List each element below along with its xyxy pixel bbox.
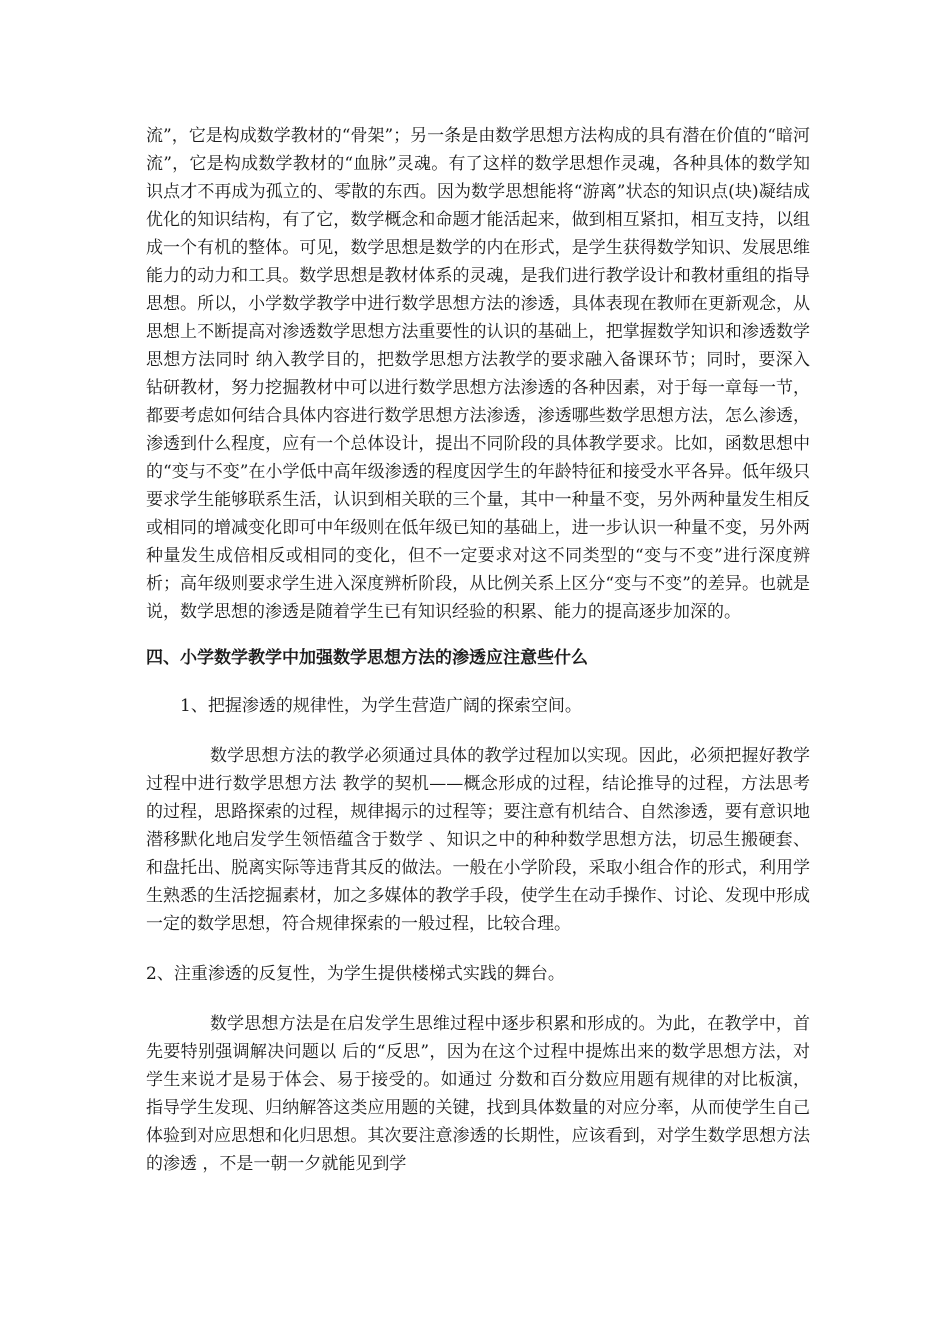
document-page bbox=[146, 122, 810, 1178]
body-paragraph: 流”，它是构成数学教材的“骨架”；另一条是由数学思想方法构成的具有潜在价值的“暗河流”，它是构成数学教材的“血脉”灵魂。有了这样的数学思想作灵魂，各种具体的数学知识点才不再成为孤立的、零散的东西。因为数学思想能将“游离”状态的知识点(块)凝结成优化的知识结构，有了它，数学概念和命题才能活起来，做到相互紧扣，相互支持，以组成一个有机的整体。可见，数学思想是数学的内在形式，是学生获得数学知识、发展思维能力的动力和工具。数学思想是教材体系的灵魂，是我们进行教学设计和教材重组的指导思想。所以，小学数学教学中进行数学思想方法的渗透，具体表现在教师在更新观念，从思想上不断提高对渗透数学思想方法重要性的认识的基础上，把掌握数学知识和渗透数学思想方法同时 纳入教学目的，把数学思想方法教学的要求融入备课环节；同时，要深入钻研教材，努力挖掘教材中可以进行数学思想方法渗透的各种因素，对于每一章每一节，都要考虑如何结合具体内容进行数学思想方法渗透，渗透哪些数学思想方法，怎么渗透，渗透到什么程度，应有一个总体设计，提出不同阶段的具体教学要求。比如，函数思想中的“变与不变”在小学低中高年级渗透的程度因学生的年龄特征和接受水平各异。低年级只要求学生能够联系生活，认识到相关联的三个量，其中一种量不变，另外两种量发生相反或相同的增减变化即可中年级则在低年级已知的基础上，进一步认识一种量不变，另外两种量发生成倍相反或相同的变化，但不一定要求对这不同类型的“变与不变”进行深度辨析；高年级则要求学生进入深度辨析阶段，从比例关系上区分“变与不变”的差异。也就是说，数学思想的渗透是随着学生已有知识经验的积累、能力的提高逐步加深的。 bbox=[146, 126, 810, 622]
subsection-title-2: 2、注重渗透的反复性，为学生提供楼梯式实践的舞台。 bbox=[146, 964, 565, 984]
subsection-title-1: 1、把握渗透的规律性，为学生营造广阔的探索空间。 bbox=[180, 696, 582, 716]
section-heading: 四、小学数学教学中加强数学思想方法的渗透应注意些什么 bbox=[146, 648, 588, 668]
subsection-body-1: 数学思想方法的教学必须通过具体的教学过程加以实现。因此，必须把握好教学过程中进行数学思想方法 教学的契机——概念形成的过程，结论推导的过程，方法思考的过程，思路探索的过程，规律揭示的过程等；要注意有机结合、自然渗透，要有意识地潜移默化地启发学生领悟蕴含于数学 、知识之中的种种数学思想方法，切忌生搬硬套、和盘托出、脱离实际等违背其反的做法。一般在小学阶段，采取小组合作的形式，利用学生熟悉的生活挖掘素材，加之多媒体的教学手段，使学生在动手操作、讨论、发现中形成一定的数学思想，符合规律探索的一般过程，比较合理。 bbox=[146, 746, 810, 934]
subsection-body-2: 数学思想方法是在启发学生思维过程中逐步积累和形成的。为此，在教学中，首先要特别强调解决问题以 后的“反思”，因为在这个过程中提炼出来的数学思想方法，对学生来说才是易于体会、易于接受的。如通过 分数和百分数应用题有规律的对比板演，指导学生发现、归纳解答这类应用题的关键，找到具体数量的对应分率，从而使学生自己体验到对应思想和化归思想。其次要注意渗透的长期性，应该看到，对学生数学思想方法的渗透 ，不是一朝一夕就能见到学 bbox=[146, 1014, 810, 1174]
